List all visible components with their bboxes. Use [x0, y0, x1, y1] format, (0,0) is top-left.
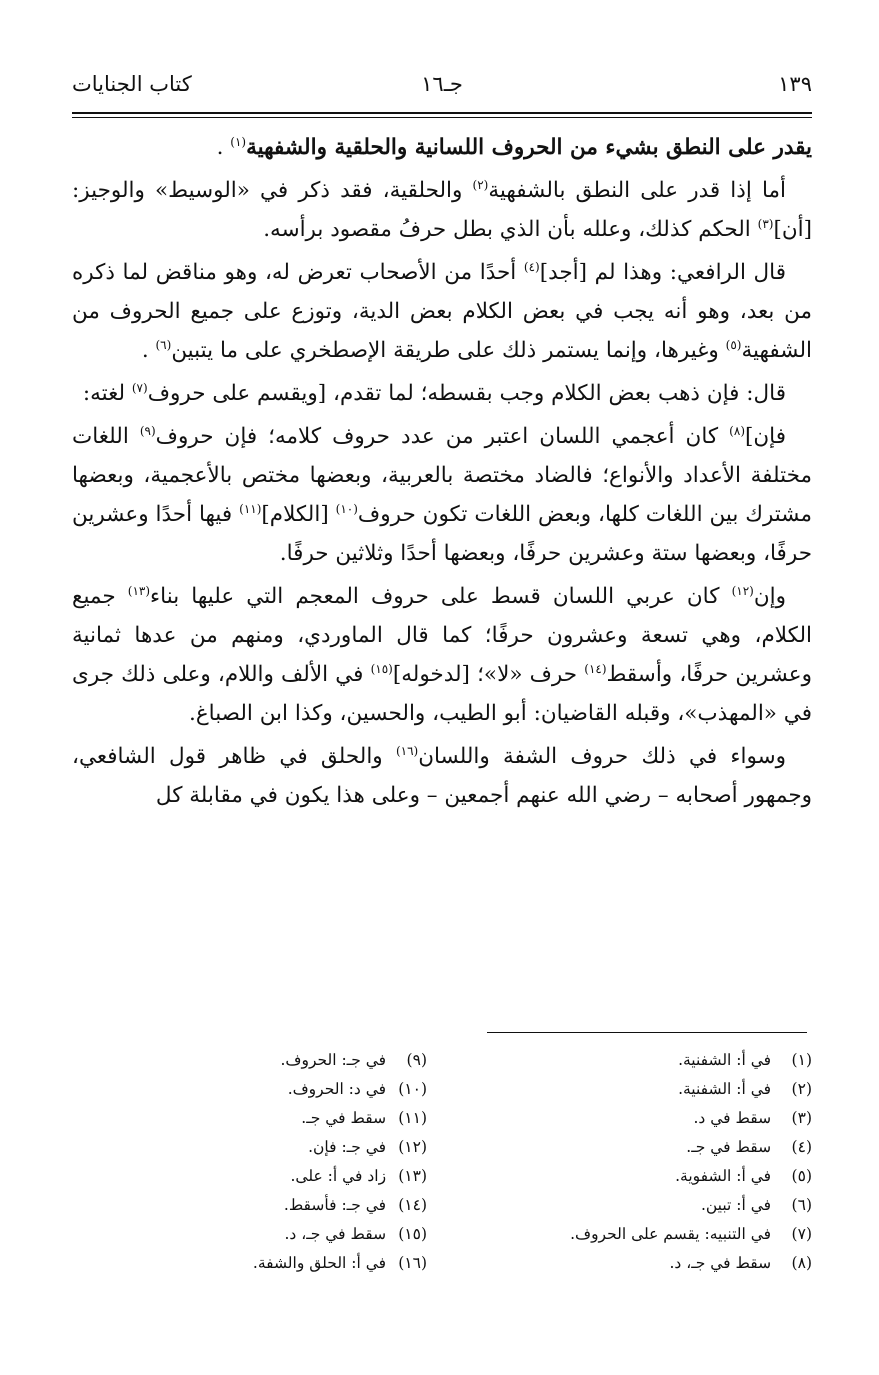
footnote-text: في أ: الشفوية.: [675, 1167, 772, 1185]
text-run: وغيرها، وإنما يستمر ذلك على طريقة الإصطخري على ما يتبين: [171, 338, 726, 363]
text-run: قال الرافعي: وهذا لم [أجد]: [539, 260, 787, 285]
footnote-item: [67, 1249, 427, 1278]
footnote-item: [67, 1162, 427, 1191]
footnote-item: [452, 1191, 812, 1220]
footnote-text: في جـ: الحروف.: [280, 1051, 387, 1069]
text-run: أما إذا قدر على النطق بالشفهية: [488, 178, 786, 203]
text-run: حرف «لا»؛ [لدخوله]: [392, 662, 585, 687]
text-run: والحلقية، فقد ذكر في «الوسيط» والوجيز: [أن]: [72, 178, 812, 242]
text-run: .: [141, 338, 156, 363]
footnote-separator: [487, 1032, 807, 1033]
text-run: والحلق في ظاهر قول الشافعي، وجمهور أصحابه – رضي الله عنهم أجمعين – وعلى هذا يكون في مقابلة كل: [72, 744, 812, 808]
footnotes-column-left: [67, 1046, 427, 1278]
footnote-item: [452, 1162, 812, 1191]
footnote-item: [452, 1220, 812, 1249]
paragraph-2: [72, 171, 812, 249]
footnote-item: [452, 1075, 812, 1104]
footnote-number: (٥): [791, 1167, 812, 1185]
footnote-text: سقط في د.: [693, 1109, 772, 1127]
bold-text: يقدر على النطق بشيء من الحروف اللسانية والحلقية والشفهية: [246, 135, 812, 160]
text-run: وسواء في ذلك حروف الشفة واللسان: [418, 744, 786, 769]
footnote-text: في أ: الشفنية.: [678, 1080, 772, 1098]
footnote-item: [452, 1104, 812, 1133]
text-run: اللغات مختلفة الأعداد والأنواع؛ فالضاد مختصة بالعربية، وبعضها مختص بالأعجمية، وبعضها مشترك بين اللغات كلها، وبعض اللغات تكون حروف: [72, 424, 812, 527]
text-run: في الألف واللام، وعلى ذلك جرى في «المهذب»، وقبله القاضيان: أبو الطيب، والحسين، وكذا ابن الصباغ.: [72, 662, 812, 726]
paragraph-1: [72, 128, 812, 167]
footnote-ref[interactable]: (١١): [239, 501, 262, 516]
footnote-text: زاد في أ: على.: [290, 1167, 387, 1185]
footnote-ref[interactable]: (٩): [139, 423, 156, 438]
footnote-ref[interactable]: (١٢): [731, 583, 754, 598]
page-number: ١٣٩: [778, 72, 812, 96]
footnote-text: في أ: تبين.: [700, 1196, 772, 1214]
footnote-ref[interactable]: (١٠): [335, 501, 358, 516]
footnote-number: (١٥): [398, 1225, 427, 1243]
footnote-text: في جـ: فأسقط.: [283, 1196, 387, 1214]
footnote-text: في د: الحروف.: [287, 1080, 387, 1098]
text-run: كان أعجمي اللسان اعتبر من عدد حروف كلامه؛ فإن حروف: [155, 424, 730, 449]
footnotes: [72, 1046, 812, 1302]
footnote-number: (١٦): [398, 1254, 427, 1272]
footnote-ref[interactable]: (٧): [131, 380, 148, 395]
footnote-item: [67, 1104, 427, 1133]
footnote-text: في التنبيه: يقسم على الحروف.: [570, 1225, 772, 1243]
running-header: [72, 72, 812, 106]
text-run: قال: فإن ذهب بعض الكلام وجب بقسطه؛ لما تقدم، [ويقسم على حروف: [147, 381, 786, 406]
footnote-text: في أ: الشفنية.: [678, 1051, 772, 1069]
footnote-number: (١٢): [398, 1138, 427, 1156]
text-run: وإن: [753, 584, 786, 609]
footnote-number: (١٣): [398, 1167, 427, 1185]
text-run: أحدًا من الأصحاب تعرض له، وهو مناقض لما ذكره من بعد، وهو أنه يجب في بعض الكلام بعض الدية، وتوزع على جميع الحروف من الشفهية: [72, 260, 812, 363]
text-run: فيها أحدًا وعشرين حرفًا، وبعضها ستة وعشرين حرفًا، وبعضها أحدًا وثلاثين حرفًا.: [72, 502, 812, 566]
footnote-text: سقط في جـ.: [686, 1138, 772, 1156]
footnote-number: (٩): [406, 1051, 427, 1069]
footnote-number: (٨): [791, 1254, 812, 1272]
footnote-number: (١١): [398, 1109, 427, 1127]
footnote-number: (١): [791, 1051, 812, 1069]
footnote-ref[interactable]: (٤): [523, 259, 540, 274]
footnote-text: في جـ: فإن.: [308, 1138, 387, 1156]
footnote-text: سقط في جـ.: [301, 1109, 387, 1127]
footnote-number: (١٤): [398, 1196, 427, 1214]
footnote-text: سقط في جـ، د.: [284, 1225, 387, 1243]
footnote-ref[interactable]: (١٦): [395, 743, 419, 758]
header-rule: [72, 112, 812, 114]
text-run: فإن]: [745, 424, 787, 449]
footnote-number: (١٠): [398, 1080, 427, 1098]
paragraph-4: [72, 374, 812, 413]
book-title: كتاب الجنايات: [72, 72, 192, 96]
footnote-number: (٢): [791, 1080, 812, 1098]
footnote-number: (٦): [791, 1196, 812, 1214]
footnote-item: [452, 1046, 812, 1075]
footnote-ref[interactable]: (٨): [729, 423, 745, 438]
footnote-item: [67, 1075, 427, 1104]
header-rule-thin: [72, 117, 812, 118]
paragraph-3: [72, 253, 812, 370]
footnote-ref[interactable]: (٣): [757, 216, 774, 231]
text-run: .: [216, 135, 231, 160]
footnote-item: [67, 1191, 427, 1220]
footnote-item: [67, 1220, 427, 1249]
footnote-ref[interactable]: (١٥): [370, 661, 393, 676]
footnote-ref[interactable]: (٥): [725, 337, 742, 352]
volume-label: جـ١٦: [421, 72, 463, 96]
footnote-text: في أ: الحلق والشفة.: [252, 1254, 387, 1272]
footnote-number: (٧): [791, 1225, 812, 1243]
text-run: كان عربي اللسان قسط على حروف المعجم التي عليها بناء: [150, 584, 732, 609]
text-run: الحكم كذلك، وعلله بأن الذي بطل حرفُ مقصود برأسه.: [263, 217, 758, 242]
footnote-item: [452, 1133, 812, 1162]
paragraph-6: [72, 577, 812, 733]
footnote-number: (٣): [791, 1109, 812, 1127]
footnote-item: [452, 1249, 812, 1278]
footnotes-column-right: [452, 1046, 812, 1278]
main-text: [72, 128, 812, 819]
footnote-ref[interactable]: (١٣): [127, 583, 151, 598]
text-run: جميع الكلام، وهي تسعة وعشرون حرفًا؛ كما قال الماوردي، ومنهم من عدها ثمانية وعشرين حرفًا، وأسقط: [72, 584, 812, 687]
footnote-ref[interactable]: (٦): [155, 337, 172, 352]
footnote-ref[interactable]: (٢): [472, 177, 489, 192]
paragraph-7: [72, 737, 812, 815]
footnote-ref[interactable]: (١٤): [584, 661, 607, 676]
footnote-text: سقط في جـ، د.: [669, 1254, 772, 1272]
paragraph-5: [72, 417, 812, 573]
footnote-ref[interactable]: (١): [230, 134, 247, 149]
footnote-number: (٤): [791, 1138, 812, 1156]
text-run: لغته:: [82, 381, 132, 406]
footnote-item: [67, 1133, 427, 1162]
footnote-item: [67, 1046, 427, 1075]
text-run: [الكلام]: [261, 502, 336, 527]
